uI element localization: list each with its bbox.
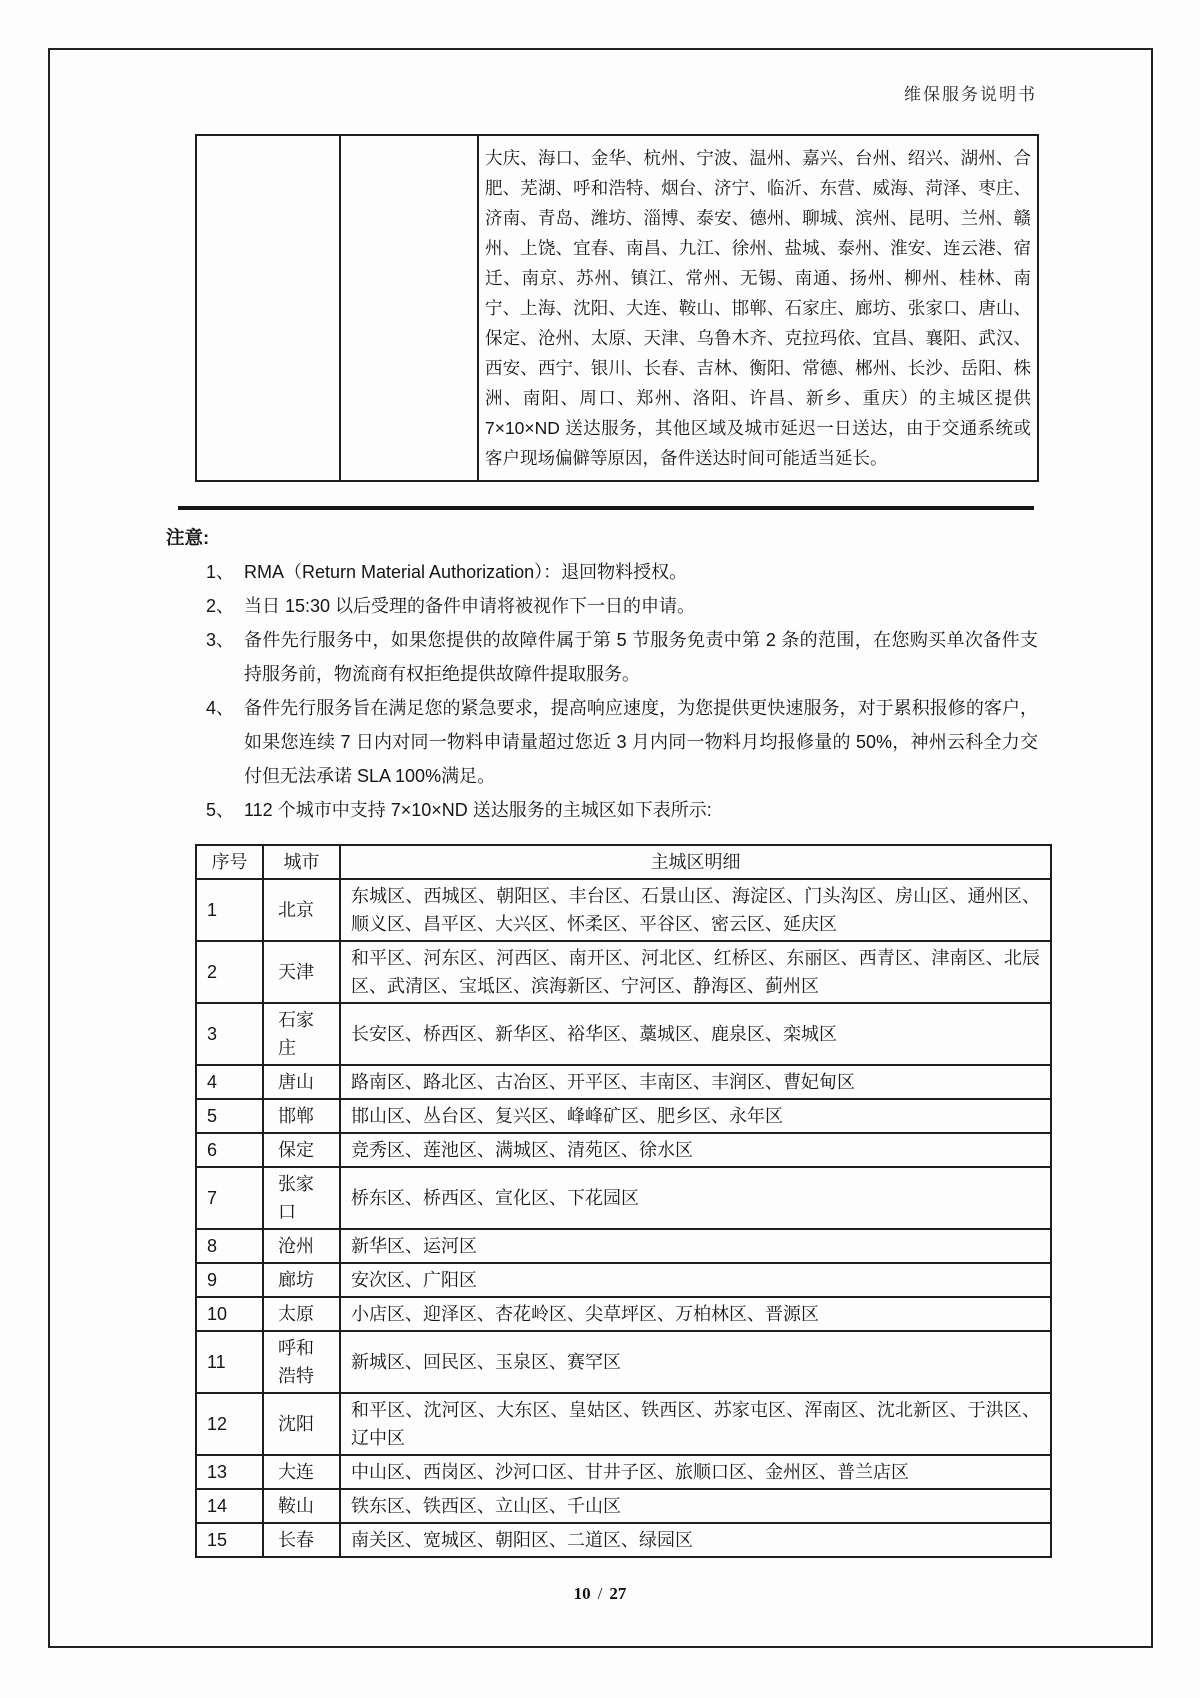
page-number-total: 27	[609, 1584, 627, 1603]
row-districts: 南关区、宽城区、朝阳区、二道区、绿园区	[340, 1523, 1051, 1557]
table-row	[196, 1003, 1051, 1065]
row-districts: 邯山区、丛台区、复兴区、峰峰矿区、肥乡区、永年区	[340, 1099, 1051, 1133]
continuation-table	[195, 134, 1039, 482]
city-districts-table	[195, 844, 1052, 1558]
page-number	[0, 1584, 1200, 1604]
row-no: 7	[196, 1167, 263, 1229]
table-row	[196, 1065, 1051, 1099]
note-text: 112 个城市中支持 7×10×ND 送达服务的主城区如下表所示:	[244, 800, 712, 820]
row-city: 大连	[263, 1455, 340, 1489]
row-no: 3	[196, 1003, 263, 1065]
header-cell-city: 城市	[263, 845, 340, 879]
row-city: 沧州	[263, 1229, 340, 1263]
note-text: RMA（Return Material Authorization）：退回物料授权。	[244, 562, 688, 582]
table-row	[196, 1263, 1051, 1297]
row-city: 张家口	[263, 1167, 340, 1229]
notes-list	[166, 555, 1038, 827]
table-row	[196, 1455, 1051, 1489]
table-row	[196, 1229, 1051, 1263]
table-row	[196, 1393, 1051, 1455]
document-header-title: 维保服务说明书	[904, 85, 1037, 104]
row-city: 廊坊	[263, 1263, 340, 1297]
continuation-city-list-cell: 大庆、海口、金华、杭州、宁波、温州、嘉兴、台州、绍兴、湖州、合肥、芜湖、呼和浩特、烟台、济宁、临沂、东营、威海、菏泽、枣庄、济南、青岛、潍坊、淄博、泰安、德州、聊城、滨州、昆明、兰州、赣州、上饶、宜春、南昌、九江、徐州、盐城、泰州、淮安、连云港、宿迁、南京、苏州、镇江、常州、无锡、南通、扬州、柳州、桂林、南宁、上海、沈阳、大连、鞍山、邯郸、石家庄、廊坊、张家口、唐山、保定、沧州、太原、天津、乌鲁木齐、克拉玛依、宜昌、襄阳、武汉、西安、西宁、银川、长春、吉林、衡阳、常德、郴州、长沙、岳阳、株洲、南阳、周口、郑州、洛阳、许昌、新乡、重庆）的主城区提供 7×10×ND 送达服务，其他区域及城市延迟一日送达，由于交通系统或客户现场偏僻等原因，备件送达时间可能适当延长。	[478, 135, 1038, 481]
note-number: 1、	[206, 562, 235, 582]
row-no: 13	[196, 1455, 263, 1489]
table-row	[196, 879, 1051, 941]
row-districts: 桥东区、桥西区、宣化区、下花园区	[340, 1167, 1051, 1229]
row-districts: 安次区、广阳区	[340, 1263, 1051, 1297]
note-item	[166, 623, 1038, 691]
row-no: 9	[196, 1263, 263, 1297]
note-item	[166, 555, 1038, 589]
page-number-separator: /	[597, 1584, 603, 1603]
row-districts: 新华区、运河区	[340, 1229, 1051, 1263]
table-row	[196, 1523, 1051, 1557]
note-number: 4、	[206, 698, 235, 718]
row-no: 10	[196, 1297, 263, 1331]
row-city: 石家庄	[263, 1003, 340, 1065]
note-item	[166, 691, 1038, 793]
row-city: 呼和浩特	[263, 1331, 340, 1393]
row-districts: 路南区、路北区、古冶区、开平区、丰南区、丰润区、曹妃甸区	[340, 1065, 1051, 1099]
note-item	[166, 793, 1038, 827]
row-districts: 新城区、回民区、玉泉区、赛罕区	[340, 1331, 1051, 1393]
notes-heading: 注意:	[166, 527, 210, 548]
page-number-current: 10	[573, 1584, 591, 1603]
table-row	[196, 1133, 1051, 1167]
table-row	[196, 1099, 1051, 1133]
header-cell-no: 序号	[196, 845, 263, 879]
table-row	[196, 1489, 1051, 1523]
row-city: 长春	[263, 1523, 340, 1557]
table-row	[196, 941, 1051, 1003]
row-no: 5	[196, 1099, 263, 1133]
notes-section	[166, 521, 1038, 827]
row-no: 6	[196, 1133, 263, 1167]
row-districts: 和平区、河东区、河西区、南开区、河北区、红桥区、东丽区、西青区、津南区、北辰区、武清区、宝坻区、滨海新区、宁河区、静海区、蓟州区	[340, 941, 1051, 1003]
row-city: 鞍山	[263, 1489, 340, 1523]
row-districts: 长安区、桥西区、新华区、裕华区、藁城区、鹿泉区、栾城区	[340, 1003, 1051, 1065]
row-districts: 小店区、迎泽区、杏花岭区、尖草坪区、万柏林区、晋源区	[340, 1297, 1051, 1331]
table-row	[196, 1167, 1051, 1229]
row-no: 14	[196, 1489, 263, 1523]
row-city: 保定	[263, 1133, 340, 1167]
row-no: 4	[196, 1065, 263, 1099]
row-districts: 铁东区、铁西区、立山区、千山区	[340, 1489, 1051, 1523]
note-item	[166, 589, 1038, 623]
table-row	[196, 1331, 1051, 1393]
row-no: 1	[196, 879, 263, 941]
section-divider-rule	[178, 506, 1034, 510]
note-number: 2、	[206, 596, 235, 616]
row-city: 北京	[263, 879, 340, 941]
row-city: 唐山	[263, 1065, 340, 1099]
row-city: 太原	[263, 1297, 340, 1331]
row-districts: 和平区、沈河区、大东区、皇姑区、铁西区、苏家屯区、浑南区、沈北新区、于洪区、辽中区	[340, 1393, 1051, 1455]
row-districts: 中山区、西岗区、沙河口区、甘井子区、旅顺口区、金州区、普兰店区	[340, 1455, 1051, 1489]
table-row	[196, 1297, 1051, 1331]
continuation-empty-cell-2	[340, 135, 478, 481]
row-districts: 竞秀区、莲池区、满城区、清苑区、徐水区	[340, 1133, 1051, 1167]
row-no: 12	[196, 1393, 263, 1455]
note-number: 5、	[206, 800, 235, 820]
row-districts: 东城区、西城区、朝阳区、丰台区、石景山区、海淀区、门头沟区、房山区、通州区、顺义区、昌平区、大兴区、怀柔区、平谷区、密云区、延庆区	[340, 879, 1051, 941]
row-no: 8	[196, 1229, 263, 1263]
row-no: 11	[196, 1331, 263, 1393]
header-cell-districts: 主城区明细	[340, 845, 1051, 879]
note-text: 备件先行服务旨在满足您的紧急要求，提高响应速度，为您提供更快速服务，对于累积报修的客户，如果您连续 7 日内对同一物料申请量超过您近 3 月内同一物料月均报修量的 50%，神州云科全力交付但无法承诺 SLA 100%满足。	[244, 698, 1038, 786]
row-city: 沈阳	[263, 1393, 340, 1455]
row-no: 2	[196, 941, 263, 1003]
note-text: 备件先行服务中，如果您提供的故障件属于第 5 节服务免责中第 2 条的范围，在您购买单次备件支持服务前，物流商有权拒绝提供故障件提取服务。	[244, 630, 1038, 684]
row-no: 15	[196, 1523, 263, 1557]
note-number: 3、	[206, 630, 235, 650]
row-city: 天津	[263, 941, 340, 1003]
note-text: 当日 15:30 以后受理的备件申请将被视作下一日的申请。	[244, 596, 696, 616]
row-city: 邯郸	[263, 1099, 340, 1133]
continuation-empty-cell-1	[196, 135, 340, 481]
table-header-row	[196, 845, 1051, 879]
continuation-table-row	[196, 135, 1038, 481]
